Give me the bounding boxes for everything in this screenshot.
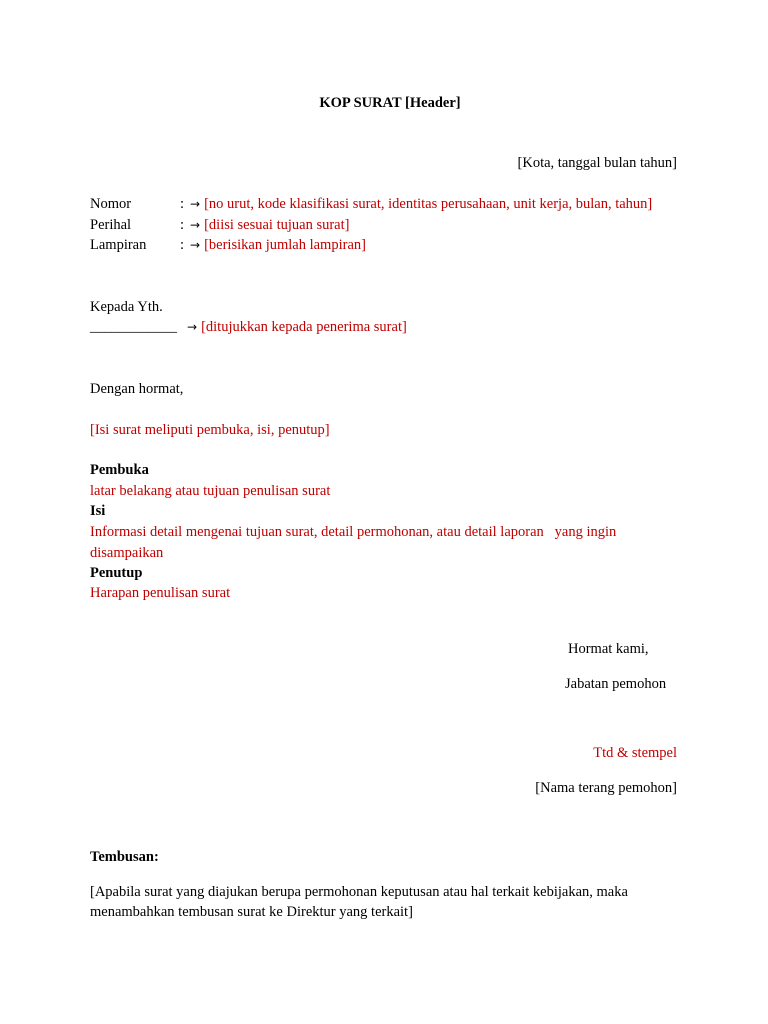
section-heading-isi: Isi (90, 503, 106, 519)
signature-stamp-note: Ttd & stempel (593, 745, 677, 761)
arrow-icon: → (190, 197, 201, 211)
signer-position: Jabatan pemohon (565, 676, 667, 692)
section-text-penutup: Harapan penulisan surat (90, 585, 231, 601)
meta-colon: : (180, 196, 185, 212)
meta-label-lampiran: Lampiran (90, 237, 147, 253)
recipient-note: [ditujukkan kepada penerima surat] (201, 319, 407, 335)
section-text-pembuka: latar belakang atau tujuan penulisan surat (90, 483, 331, 499)
meta-row-perihal (180, 218, 349, 233)
cc-text-line1: [Apabila surat yang diajukan berupa permohonan keputusan atau hal terkait kebijakan, maka (90, 884, 628, 900)
meta-value-nomor: [no urut, kode klasifikasi surat, identitas perusahaan, unit kerja, bulan, tahun] (204, 196, 653, 212)
meta-row-nomor (180, 197, 652, 212)
arrow-icon: → (190, 218, 201, 232)
content-note: [Isi surat meliputi pembuka, isi, penutup] (90, 422, 330, 438)
section-text-isi-line2: disampaikan (90, 545, 164, 561)
section-text-isi-line1: Informasi detail mengenai tujuan surat, detail permohonan, atau detail laporan yang ingin (90, 524, 617, 540)
cc-heading: Tembusan: (90, 849, 159, 865)
arrow-icon: → (187, 320, 198, 334)
salutation: Dengan hormat, (90, 381, 184, 397)
place-date: [Kota, tanggal bulan tahun] (517, 155, 677, 171)
recipient-blank: ____________ (90, 319, 177, 335)
closing-text: Hormat kami, (568, 641, 649, 657)
signer-name: [Nama terang pemohon] (535, 780, 677, 796)
recipient-line (90, 320, 407, 335)
meta-label-nomor: Nomor (90, 196, 132, 212)
recipient-greeting: Kepada Yth. (90, 299, 163, 315)
letterhead-title: KOP SURAT [Header] (319, 95, 461, 111)
meta-label-perihal: Perihal (90, 217, 132, 233)
meta-colon: : (180, 237, 185, 253)
meta-value-lampiran: [berisikan jumlah lampiran] (204, 237, 366, 253)
meta-value-perihal: [diisi sesuai tujuan surat] (204, 217, 350, 233)
section-heading-penutup: Penutup (90, 565, 143, 581)
arrow-icon: → (190, 238, 201, 252)
meta-colon: : (180, 217, 185, 233)
cc-text-line2: menambahkan tembusan surat ke Direktur yang terkait] (90, 904, 413, 920)
section-heading-pembuka: Pembuka (90, 462, 149, 478)
meta-row-lampiran (180, 238, 366, 253)
